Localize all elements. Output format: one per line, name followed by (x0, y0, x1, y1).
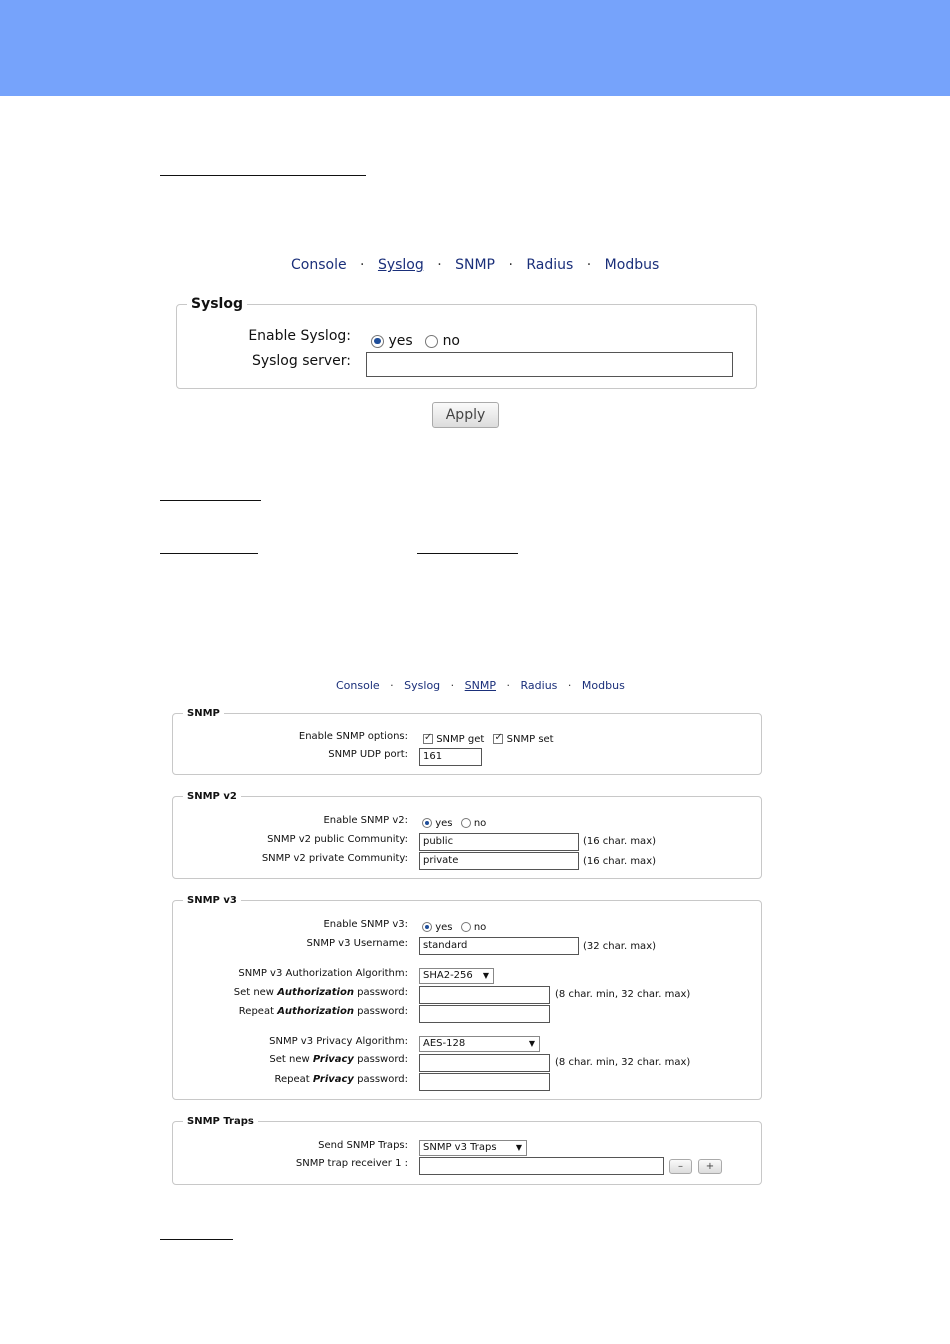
nav-separator: · (586, 257, 592, 273)
snmp-v3-priv-repeat-label (200, 1074, 408, 1085)
syslog-nav (291, 257, 659, 273)
snmp-nav (336, 679, 625, 692)
label-suffix: password: (357, 1054, 408, 1065)
snmp-get-label: SNMP get (436, 734, 485, 745)
label-suffix: password: (357, 987, 408, 998)
snmp-v3-priv-hint: (8 char. min, 32 char. max) (555, 1057, 691, 1068)
syslog-no-radio[interactable] (425, 335, 438, 348)
label-suffix: password: (357, 1006, 408, 1017)
snmp-v2-legend: SNMP v2 (187, 791, 237, 802)
snmp-port-input[interactable]: 161 (419, 748, 482, 766)
nav-syslog[interactable]: Syslog (404, 679, 441, 692)
snmp-v3-priv-repeat-input[interactable] (419, 1073, 550, 1091)
heading-rule (160, 1239, 233, 1240)
nav-radius[interactable]: Radius (526, 257, 574, 273)
snmp-v3-radios (422, 922, 486, 933)
snmp-set-label: SNMP set (506, 734, 554, 745)
apply-button[interactable]: Apply (432, 402, 499, 428)
snmp-v2-no-label: no (473, 818, 487, 829)
snmp-v2-yes-label: yes (435, 818, 453, 829)
snmp-v2-private-hint: (16 char. max) (583, 856, 657, 867)
snmp-v3-auth-algo-label: SNMP v3 Authorization Algorithm: (238, 968, 408, 979)
nav-modbus[interactable]: Modbus (581, 679, 625, 692)
snmp-get-checkbox[interactable] (423, 734, 433, 744)
enable-syslog-label: Enable Syslog: (248, 328, 351, 344)
snmp-v3-auth-repeat-label (200, 1006, 408, 1017)
snmp-traps-send-value: SNMP v3 Traps (423, 1142, 497, 1153)
label-suffix: password: (357, 1074, 408, 1085)
snmp-v3-auth-algo-select[interactable] (419, 968, 494, 984)
nav-separator: · (567, 679, 572, 692)
snmp-v2-public-input[interactable]: public (419, 833, 579, 851)
add-receiver-button[interactable]: + (698, 1159, 722, 1174)
snmp-traps-send-label: Send SNMP Traps: (318, 1140, 408, 1151)
snmp-v3-auth-hint: (8 char. min, 32 char. max) (555, 989, 691, 1000)
snmp-v3-priv-algo-label: SNMP v3 Privacy Algorithm: (269, 1036, 408, 1047)
label-emphasis: Privacy (312, 1074, 354, 1085)
label-prefix: Repeat (274, 1074, 310, 1085)
syslog-yes-label: yes (388, 333, 413, 349)
snmp-traps-send-select[interactable] (419, 1140, 527, 1156)
syslog-legend: Syslog (191, 296, 243, 312)
label-emphasis: Privacy (312, 1054, 354, 1065)
label-emphasis: Authorization (277, 987, 354, 998)
nav-separator: · (360, 257, 365, 273)
snmp-v3-enable-label: Enable SNMP v3: (323, 919, 408, 930)
nav-separator: · (450, 679, 455, 692)
heading-rule (160, 553, 258, 554)
header-banner (0, 0, 950, 96)
enable-syslog-radios (371, 333, 460, 349)
snmp-v3-auth-algo-value: SHA2-256 (423, 970, 473, 981)
syslog-server-input[interactable] (366, 352, 733, 377)
snmp-legend: SNMP (187, 708, 220, 719)
nav-separator: · (508, 257, 513, 273)
snmp-trap-receiver-label: SNMP trap receiver 1 : (295, 1158, 408, 1169)
heading-rule (417, 553, 518, 554)
snmp-set-checkbox[interactable] (493, 734, 503, 744)
nav-radius[interactable]: Radius (520, 679, 558, 692)
snmp-v2-yes-radio[interactable] (422, 818, 432, 828)
label-emphasis: Authorization (277, 1006, 354, 1017)
syslog-yes-radio[interactable] (371, 335, 384, 348)
snmp-v3-priv-new-input[interactable] (419, 1054, 550, 1072)
label-prefix: Set new (233, 987, 274, 998)
snmp-v3-yes-radio[interactable] (422, 922, 432, 932)
snmp-v3-username-input[interactable]: standard (419, 937, 579, 955)
snmp-v3-priv-algo-select[interactable] (419, 1036, 540, 1052)
snmp-v2-private-label: SNMP v2 private Community: (261, 853, 408, 864)
snmp-v3-priv-new-label (200, 1054, 408, 1065)
snmp-v2-private-input[interactable]: private (419, 852, 579, 870)
snmp-v2-public-hint: (16 char. max) (583, 836, 657, 847)
label-prefix: Repeat (238, 1006, 274, 1017)
nav-separator: · (506, 679, 511, 692)
snmp-v2-no-radio[interactable] (461, 818, 471, 828)
nav-syslog[interactable]: Syslog (377, 257, 424, 273)
nav-snmp[interactable]: SNMP (455, 257, 495, 273)
snmp-v2-public-label: SNMP v2 public Community: (267, 834, 408, 845)
syslog-no-label: no (442, 333, 461, 349)
snmp-port-label: SNMP UDP port: (328, 749, 408, 760)
snmp-v3-username-hint: (32 char. max) (583, 941, 657, 952)
syslog-server-label: Syslog server: (251, 353, 351, 369)
snmp-v3-priv-algo-value: AES-128 (423, 1038, 466, 1049)
snmp-v3-auth-new-label (200, 987, 408, 998)
remove-receiver-button[interactable]: – (669, 1159, 692, 1174)
snmp-v3-auth-new-input[interactable] (419, 986, 550, 1004)
snmp-v3-username-label: SNMP v3 Username: (306, 938, 408, 949)
snmp-v2-enable-label: Enable SNMP v2: (323, 815, 408, 826)
heading-rule (160, 500, 261, 501)
snmp-v3-no-label: no (473, 922, 487, 933)
caret-down-icon: ▼ (482, 971, 489, 980)
snmp-v3-yes-label: yes (435, 922, 453, 933)
snmp-v2-radios (422, 818, 486, 829)
nav-snmp[interactable]: SNMP (464, 679, 497, 692)
nav-console[interactable]: Console (336, 679, 380, 692)
nav-modbus[interactable]: Modbus (604, 257, 660, 273)
heading-rule (160, 175, 366, 176)
nav-separator: · (437, 257, 442, 273)
snmp-trap-receiver-input[interactable] (419, 1157, 664, 1175)
snmp-v3-auth-repeat-input[interactable] (419, 1005, 550, 1023)
snmp-v3-no-radio[interactable] (461, 922, 471, 932)
snmp-options-label: Enable SNMP options: (298, 731, 408, 742)
nav-separator: · (390, 679, 394, 692)
label-prefix: Set new (269, 1054, 310, 1065)
caret-down-icon: ▼ (528, 1039, 535, 1048)
snmp-options (423, 734, 554, 745)
caret-down-icon: ▼ (515, 1143, 522, 1152)
snmp-v3-legend: SNMP v3 (187, 895, 237, 906)
nav-console[interactable]: Console (291, 257, 347, 273)
snmp-traps-legend: SNMP Traps (187, 1116, 254, 1127)
